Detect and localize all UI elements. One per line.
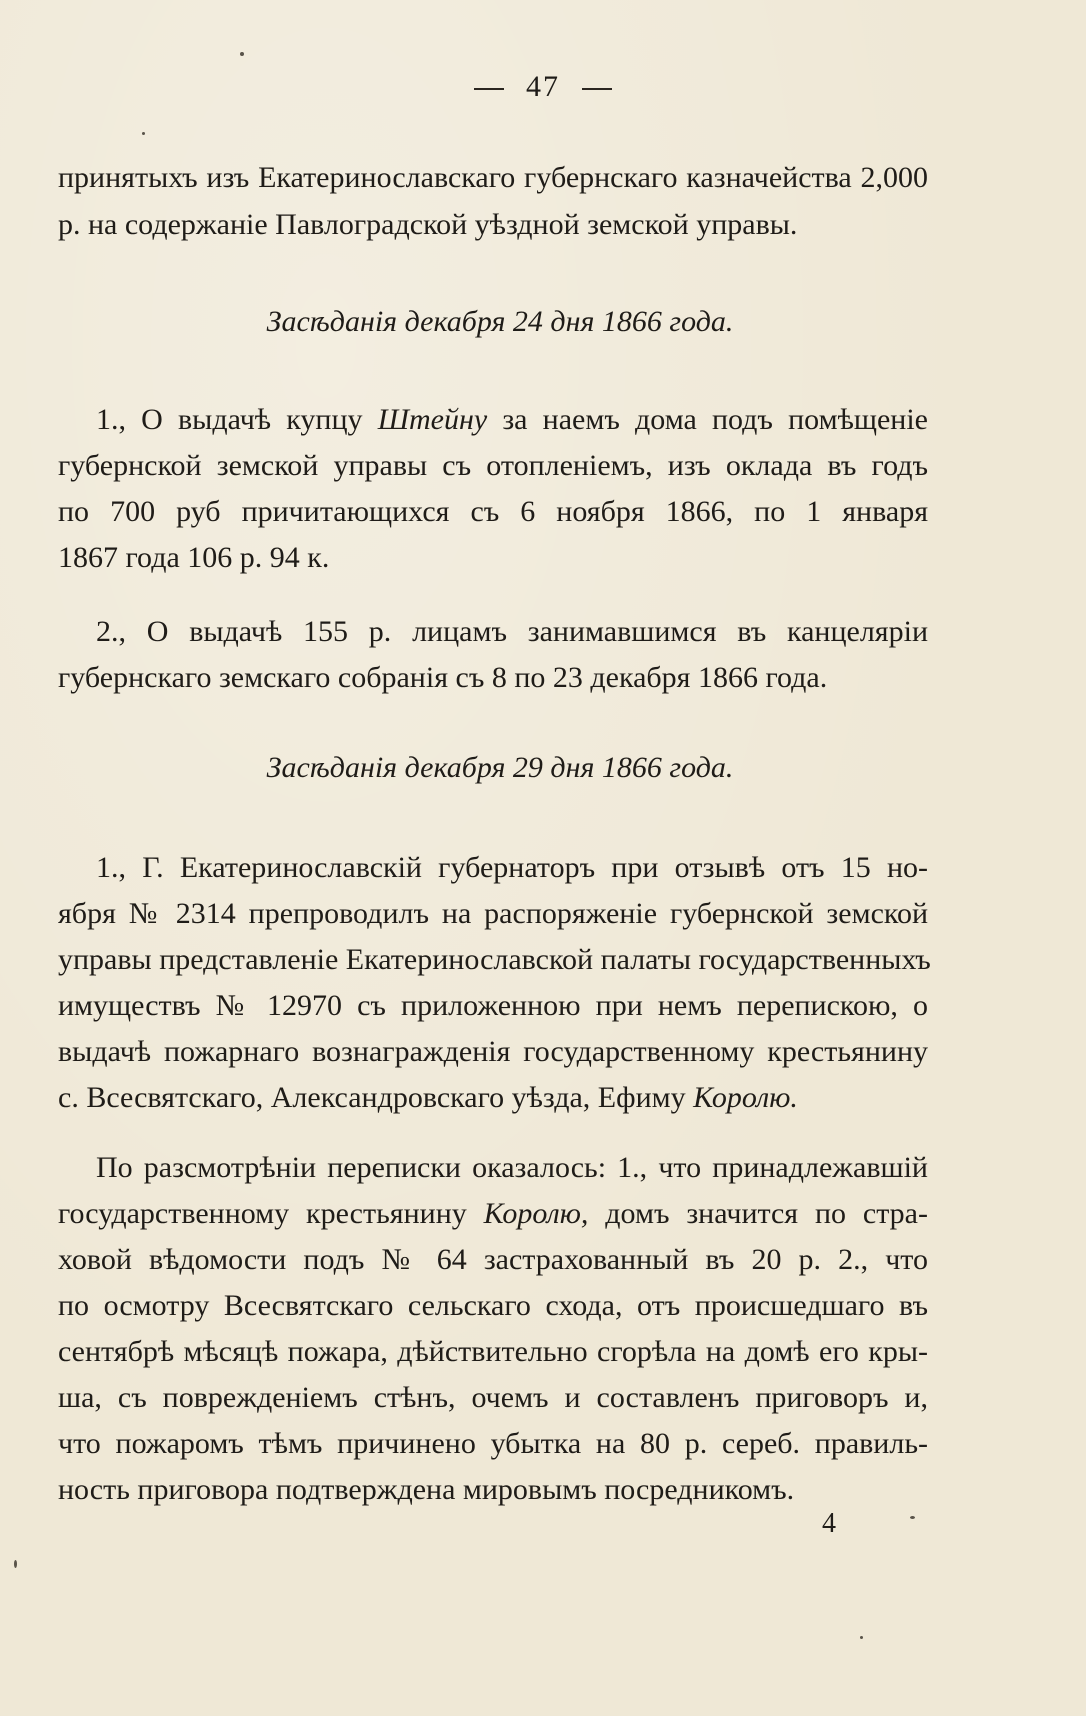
text-line: ября № 2314 препроводилъ на распоряженіе губернской земской <box>58 897 928 930</box>
page-number-header <box>0 70 1086 104</box>
text-line: ховой вѣдомости подъ № 64 застрахованный въ 20 р. 2., что <box>58 1243 928 1276</box>
text-line: По разсмотрѣніи переписки оказалось: 1., что принадлежавшій <box>96 1151 928 1184</box>
text-line: 2., О выдачѣ 155 р. лицамъ занимавшимся въ канцеляріи <box>96 615 928 648</box>
text-line: что пожаромъ тѣмъ причинено убытка на 80 р. сереб. правиль- <box>58 1427 928 1460</box>
text-line: сентябрѣ мѣсяцѣ пожара, дѣйствительно сгорѣла на домѣ его кры- <box>58 1335 928 1368</box>
dash-right <box>582 88 612 90</box>
text-line: принятыхъ изъ Екатеринославскаго губернскаго казначейства 2,000 <box>58 161 928 194</box>
text-line: управы представленіе Екатеринославской палаты государственныхъ <box>58 943 931 976</box>
text-line <box>58 1192 928 1236</box>
text-line: 1., Г. Екатеринославскій губернаторъ при отзывѣ отъ 15 но- <box>96 851 928 884</box>
text-line <box>58 1076 928 1120</box>
italic-name: Королю, <box>483 1197 589 1230</box>
text-line: по осмотру Всесвятскаго сельскаго схода, отъ происшедшаго въ <box>58 1289 928 1322</box>
text-line: ша, съ поврежденіемъ стѣнъ, очемъ и составленъ приговоръ и, <box>58 1381 928 1414</box>
text-line <box>58 398 928 442</box>
text-line: имуществъ № 12970 съ приложенною при немъ перепискою, о <box>58 989 928 1022</box>
section-heading: Засѣданія декабря 29 дня 1866 года. <box>266 751 734 784</box>
paper-speck <box>860 1636 863 1639</box>
page-number: 47 <box>526 70 560 103</box>
italic-name: Королю. <box>693 1081 798 1114</box>
text-span: за наемъ дома подъ помѣщеніе <box>487 403 928 436</box>
italic-name: Штейну <box>377 403 488 436</box>
signature-mark: 4 <box>822 1508 836 1539</box>
text-span: государственному крестьянину <box>58 1197 484 1230</box>
text-span: домъ значится по стра- <box>588 1197 928 1230</box>
dash-left <box>474 88 504 90</box>
text-span: с. Всесвятскаго, Александровскаго уѣзда, Ефиму <box>58 1081 694 1114</box>
text-span: 1., О выдачѣ купцу <box>96 403 378 436</box>
text-line: выдачѣ пожарнаго вознагражденія государственному крестьянину <box>58 1035 928 1068</box>
text-line: ность приговора подтверждена мировымъ посредникомъ. <box>58 1473 795 1506</box>
section-heading: Засѣданія декабря 24 дня 1866 года. <box>266 305 734 338</box>
paper-speck <box>142 132 145 135</box>
text-line: по 700 руб причитающихся съ 6 ноября 1866, по 1 января <box>58 495 928 528</box>
text-line: губернскаго земскаго собранія съ 8 по 23 декабря 1866 года. <box>58 661 828 694</box>
paper-speck <box>14 1560 17 1568</box>
text-line: губернской земской управы съ отопленіемъ, изъ оклада въ годъ <box>58 449 928 482</box>
paper-speck <box>910 1516 915 1519</box>
text-line: 1867 года 106 р. 94 к. <box>58 541 330 574</box>
text-line: р. на содержаніе Павлоградской уѣздной земской управы. <box>58 208 798 241</box>
paper-speck <box>240 52 244 56</box>
